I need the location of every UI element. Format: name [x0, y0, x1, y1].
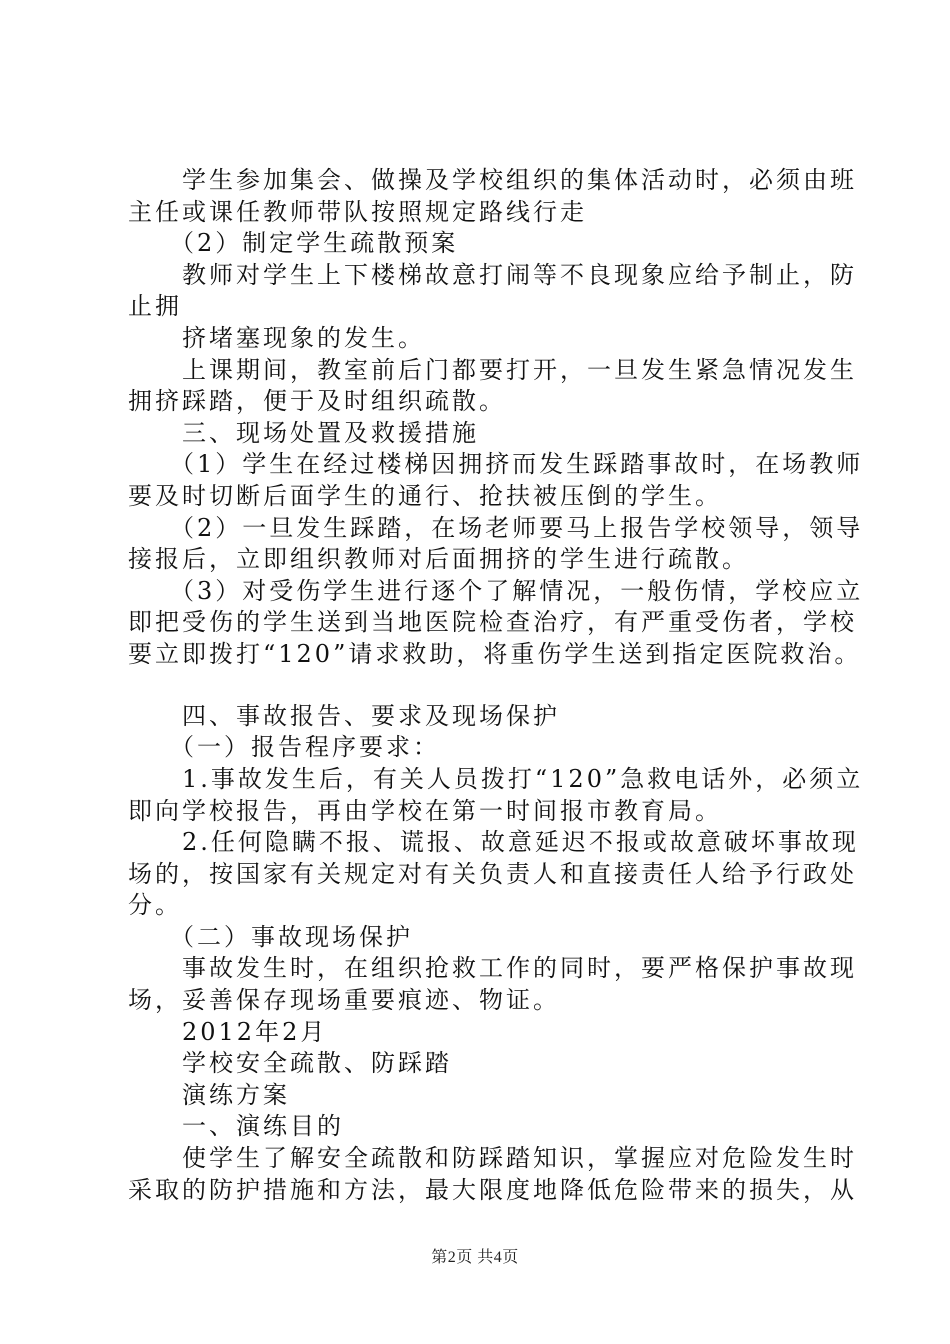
paragraph-line: 要及时切断后面学生的通行、抢扶被压倒的学生。 [128, 482, 722, 510]
paragraph-line: 学生参加集会、做操及学校组织的集体活动时，必须由班 [128, 166, 857, 194]
paragraph-line: （1）学生在经过楼梯因拥挤而发生踩踏事故时，在场教师 [128, 450, 864, 478]
paragraph-line: （2）一旦发生踩踏，在场老师要马上报告学校领导，领导 [128, 514, 864, 542]
paragraph-line: （2）制定学生疏散预案 [128, 229, 459, 257]
paragraph-line: 即向学校报告，再由学校在第一时间报市教育局。 [128, 797, 722, 825]
section-heading: 四、事故报告、要求及现场保护 [128, 702, 560, 730]
paragraph-line: 场的，按国家有关规定对有关负责人和直接责任人给予行政处 [128, 860, 857, 888]
title-line: 学校安全疏散、防踩踏 [128, 1049, 452, 1077]
paragraph-line: 要立即拨打“120”请求救助，将重伤学生送到指定医院救治。 [128, 640, 862, 668]
paragraph-line: 拥挤踩踏，便于及时组织疏散。 [128, 387, 506, 415]
paragraph-line: 挤堵塞现象的发生。 [128, 324, 425, 352]
paragraph-line: 止拥 [128, 292, 182, 320]
page-number-footer: 第2页 共4页 [431, 1249, 519, 1266]
title-line: 演练方案 [128, 1081, 290, 1109]
paragraph-line: （一）报告程序要求： [128, 733, 440, 761]
paragraph-line: 接报后，立即组织教师对后面拥挤的学生进行疏散。 [128, 545, 749, 573]
date-line: 2012年2月 [128, 1018, 328, 1046]
paragraph-line: 事故发生时，在组织抢救工作的同时，要严格保护事故现 [128, 954, 857, 982]
paragraph-line: 教师对学生上下楼梯故意打闹等不良现象应给予制止，防 [128, 261, 857, 289]
section-heading: 三、现场处置及救援措施 [128, 419, 479, 447]
paragraph-line: 上课期间，教室前后门都要打开，一旦发生紧急情况发生 [128, 356, 857, 384]
section-heading: 一、演练目的 [128, 1112, 344, 1140]
paragraph-line: 1.事故发生后，有关人员拨打“120”急救电话外，必须立 [128, 765, 864, 793]
paragraph-line: 分。 [128, 891, 182, 919]
paragraph-line: 即把受伤的学生送到当地医院检查治疗，有严重受伤者，学校 [128, 608, 857, 636]
paragraph-line: 场，妥善保存现场重要痕迹、物证。 [128, 986, 560, 1014]
paragraph-line: （3）对受伤学生进行逐个了解情况，一般伤情，学校应立 [128, 577, 864, 605]
paragraph-line: 采取的防护措施和方法，最大限度地降低危险带来的损失，从 [128, 1176, 857, 1204]
paragraph-line: 主任或课任教师带队按照规定路线行走 [128, 198, 587, 226]
paragraph-line: （二）事故现场保护 [128, 923, 413, 951]
paragraph-line: 使学生了解安全疏散和防踩踏知识，掌握应对危险发生时 [128, 1144, 857, 1172]
paragraph-line: 2.任何隐瞒不报、谎报、故意延迟不报或故意破坏事故现 [128, 828, 859, 856]
